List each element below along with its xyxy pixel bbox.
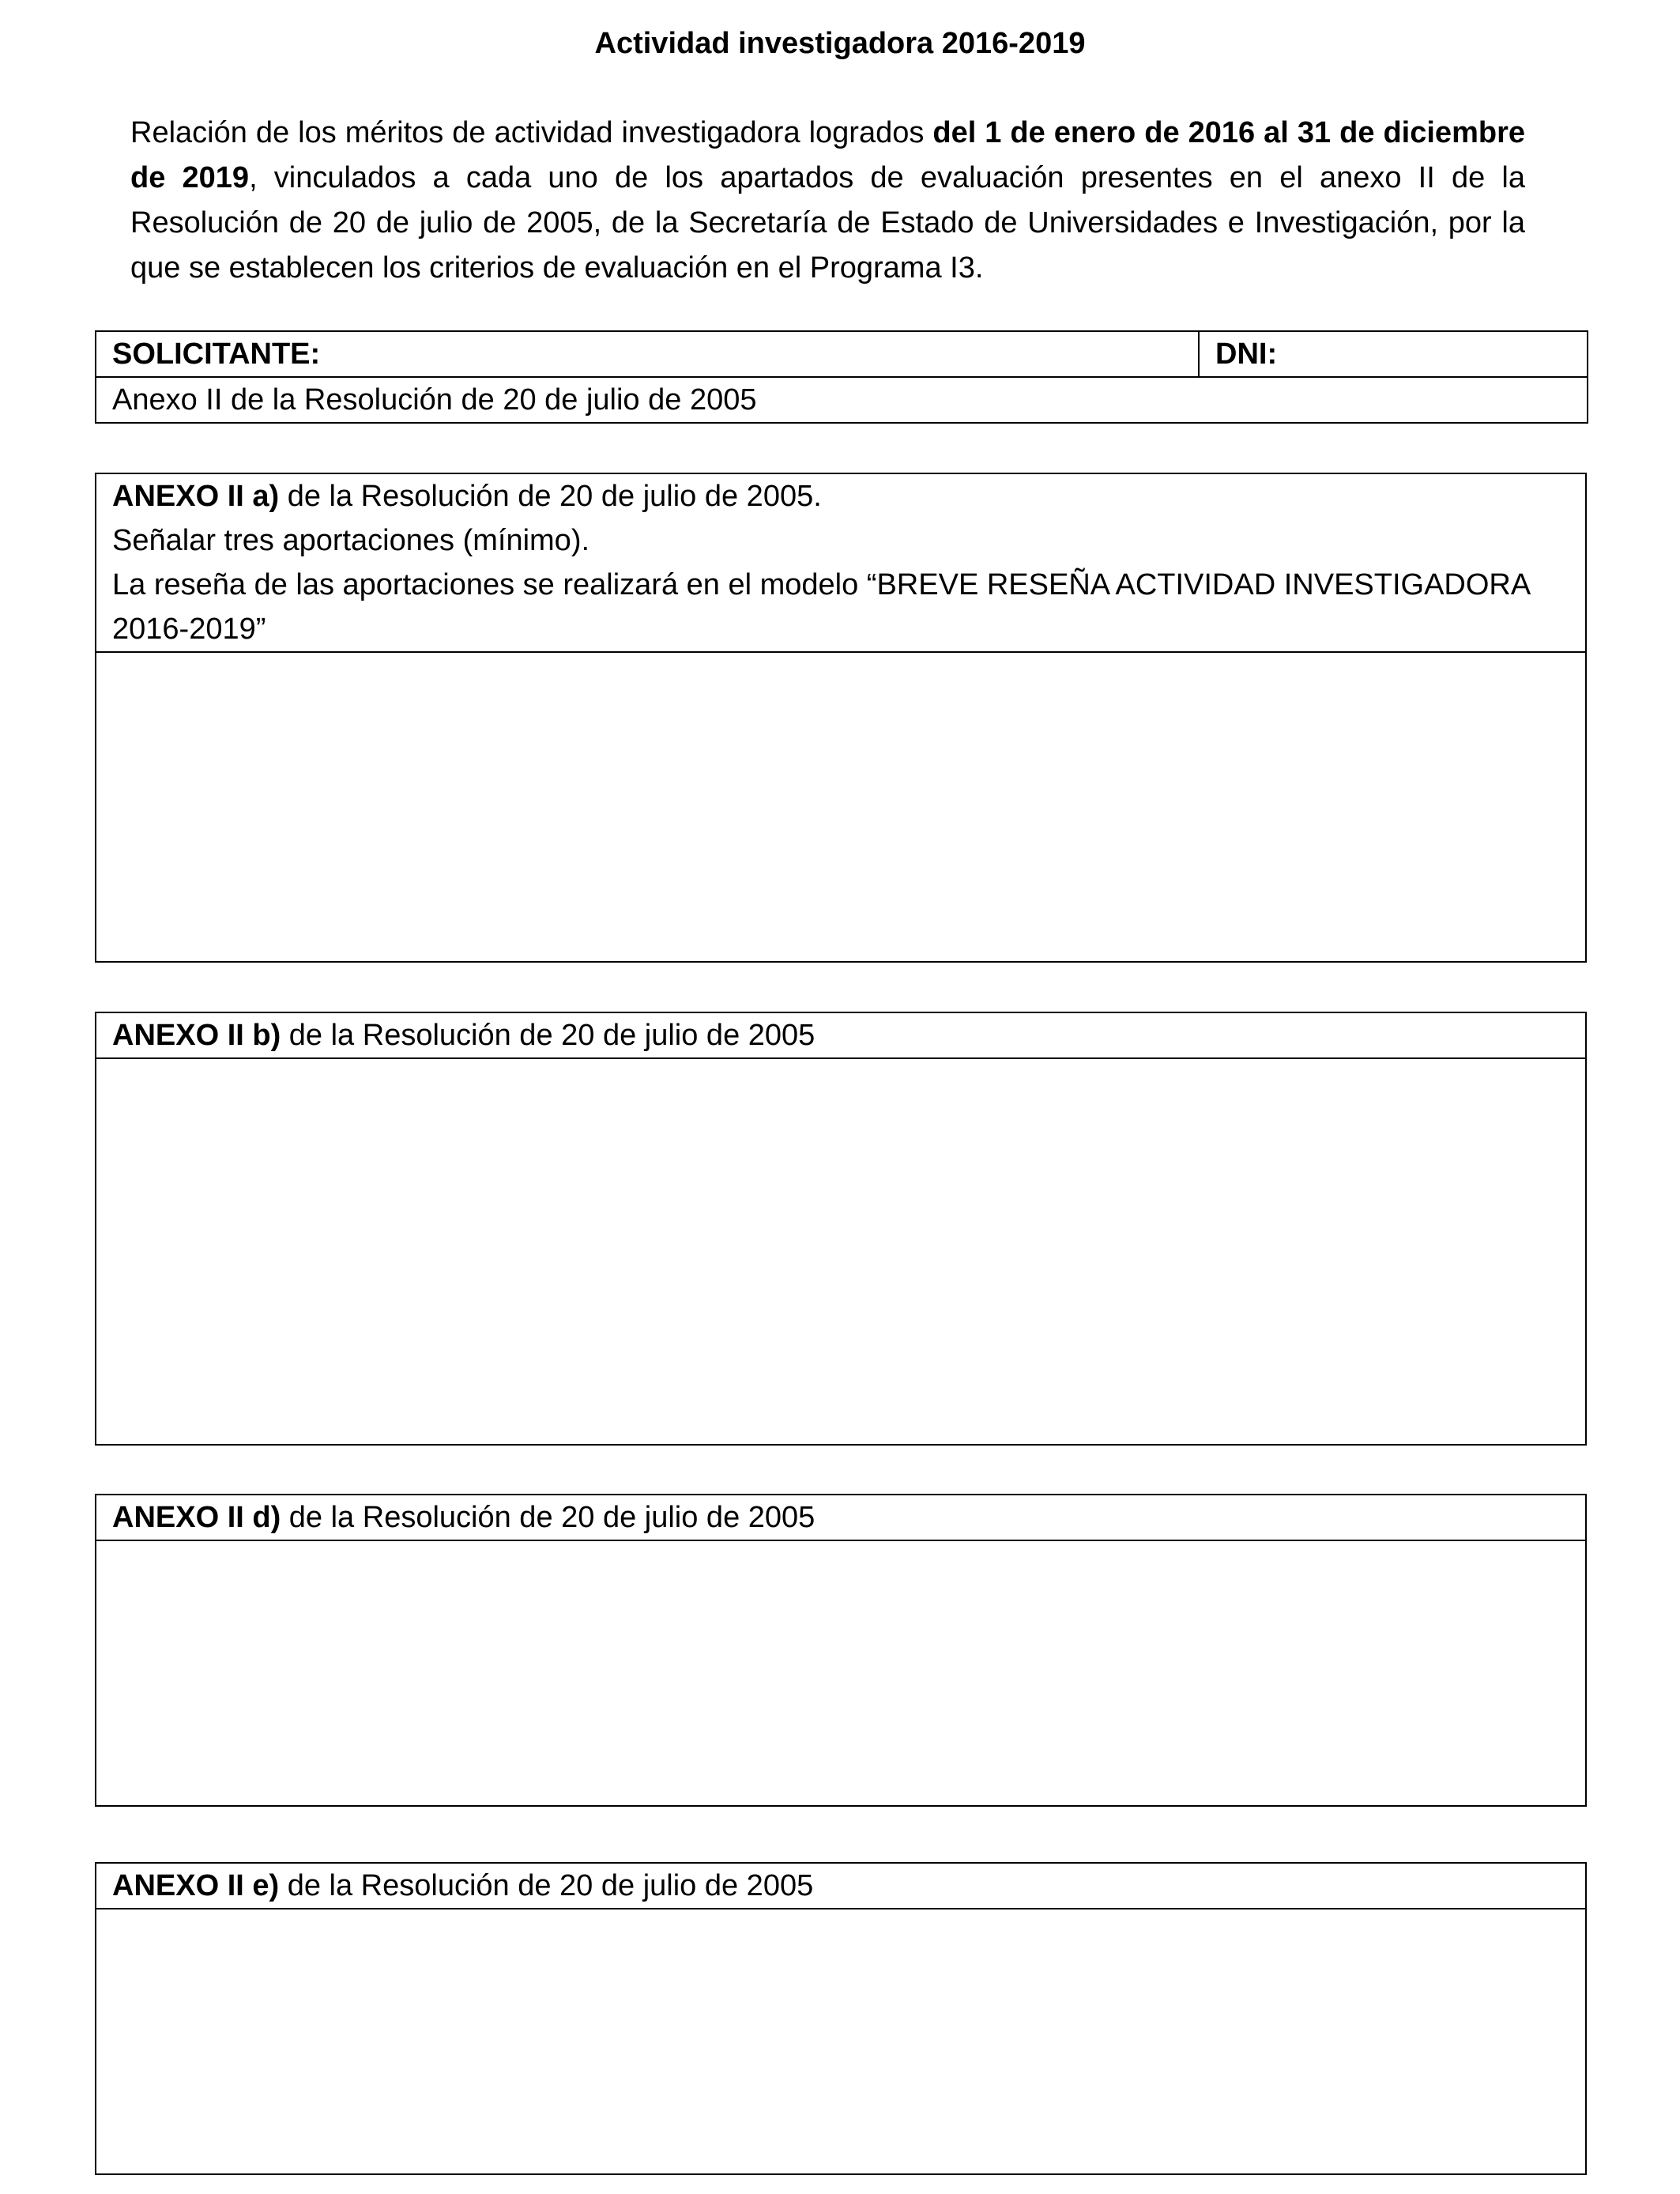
dni-cell[interactable]	[1199, 331, 1588, 377]
section-annex-a	[95, 473, 1587, 963]
section-label: ANEXO II e)	[112, 1869, 280, 1902]
section-label: ANEXO II d)	[112, 1501, 281, 1534]
applicant-cell[interactable]	[96, 331, 1199, 377]
section-header	[96, 473, 1586, 652]
page-title: Actividad investigadora 2016-2019	[594, 27, 1086, 60]
section-label-rest: de la Resolución de 20 de julio de 2005	[281, 1019, 816, 1052]
section-annex-b	[95, 1012, 1587, 1446]
applicant-label: SOLICITANTE:	[112, 337, 321, 371]
intro-date-range: del 1 de enero de 2016 al 31 de diciembre de 2019	[130, 116, 1525, 194]
intro-text-start: Relación de los méritos de actividad investigadora logrados	[130, 116, 933, 149]
intro-text-end: , vinculados a cada uno de los apartados de evaluación presentes en el anexo II de la Resolución de 20 de julio de 2005, de la Secretaría de Estado de Universidades e Investigación, por la que se establecen los criterios de evaluación en el Programa I3.	[130, 161, 1525, 285]
section-content-area[interactable]	[96, 1058, 1586, 1445]
section-title	[112, 474, 1585, 518]
section-content-area[interactable]	[96, 652, 1586, 962]
dni-label: DNI:	[1215, 337, 1278, 371]
section-content-area[interactable]	[96, 1540, 1586, 1806]
annex-note: Anexo II de la Resolución de 20 de julio de 2005	[96, 377, 1588, 423]
section-label: ANEXO II b)	[112, 1019, 281, 1052]
applicant-table	[95, 330, 1588, 424]
section-label-rest: de la Resolución de 20 de julio de 2005.	[279, 480, 822, 513]
section-header	[96, 1012, 1586, 1058]
section-label: ANEXO II a)	[112, 480, 280, 513]
intro-paragraph	[130, 111, 1525, 291]
section-content-area[interactable]	[96, 1909, 1586, 2174]
section-note: La reseña de las aportaciones se realizará en el modelo “BREVE RESEÑA ACTIVIDAD INVESTIGADORA 2016-2019”	[112, 568, 1530, 646]
section-label-rest: de la Resolución de 20 de julio de 2005	[279, 1869, 814, 1902]
section-header	[96, 1495, 1586, 1540]
section-annex-e	[95, 1862, 1587, 2175]
section-instruction: Señalar tres aportaciones (mínimo).	[112, 524, 590, 557]
section-annex-d	[95, 1494, 1587, 1807]
section-header	[96, 1863, 1586, 1909]
section-label-rest: de la Resolución de 20 de julio de 2005	[281, 1501, 816, 1534]
